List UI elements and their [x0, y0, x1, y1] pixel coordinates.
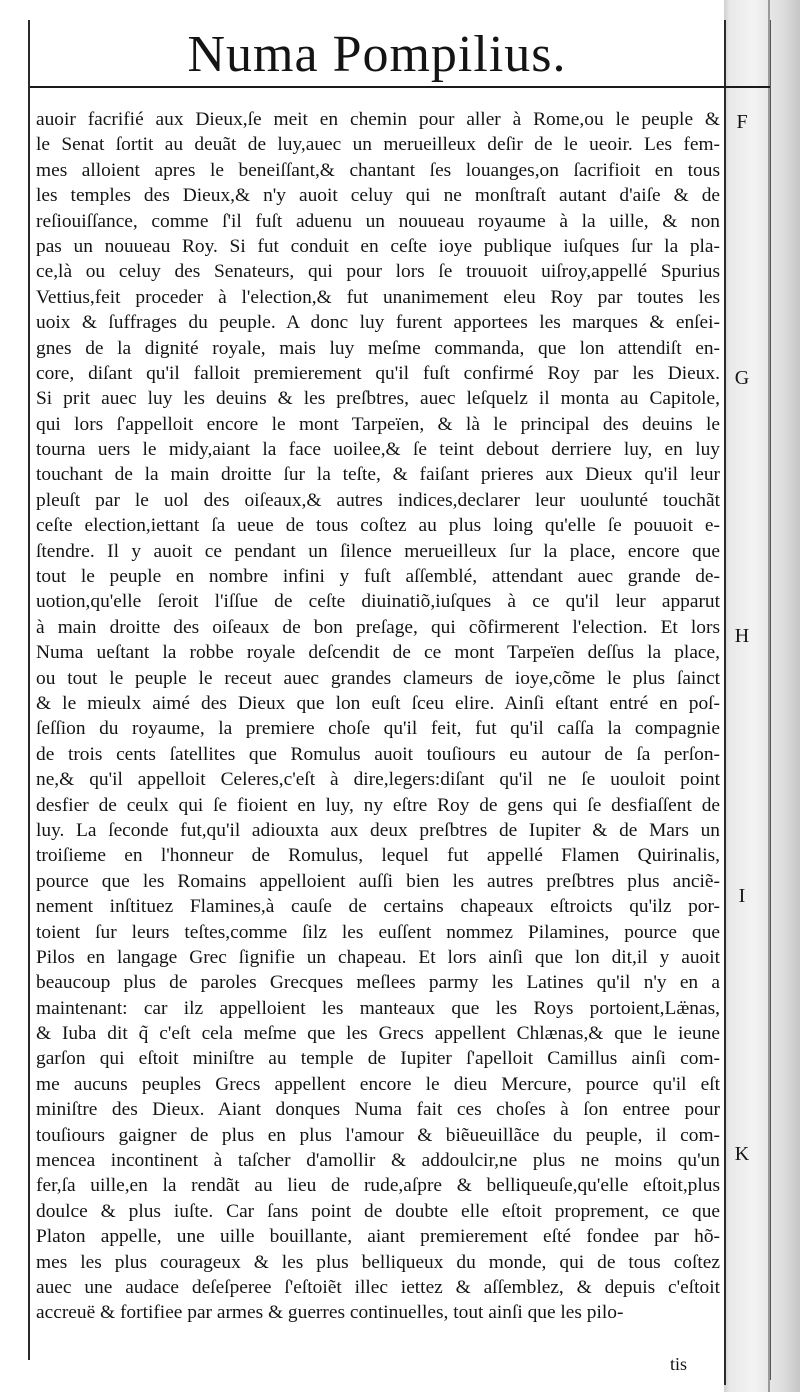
- text-line: troiſieme en l'honneur de Romulus, lequel fut appellé Flamen Quirinalis,: [36, 845, 720, 867]
- margin-marker-k: K: [734, 1143, 750, 1165]
- text-line: pleuſt par le uol des oiſeaux,& autres indices,declarer leur uoulunté touchãt: [36, 489, 720, 511]
- text-line: toient ſur leurs teſtes,comme ſilz les euſſent nommez Pilamines, pource que: [36, 921, 720, 943]
- margin-marker-g: G: [734, 367, 750, 389]
- header-rule: [30, 86, 770, 88]
- text-line: pource que les Romains appelloient auſſi bien les autres preſbtres plus anciẽ-: [36, 870, 720, 892]
- margin-rule: [770, 20, 771, 1380]
- text-line: pas un nouueau Roy. Si fut conduit en ceſte ioye publique iuſques ſur la pla-: [36, 235, 720, 257]
- text-line: nement inſtituez Flamines,à cauſe de certains chapeaux eſtroicts qu'ilz por-: [36, 896, 720, 918]
- text-line: doulce & plus iuſte. Car ſans point de doubte elle eſtoit proprement, ce que: [36, 1200, 720, 1222]
- left-border-rule: [28, 20, 30, 1360]
- catchword: tis: [670, 1354, 688, 1374]
- margin-marker-f: F: [736, 111, 748, 133]
- text-line: & le mieulx aimé des Dieux que lon euſt ſceu elire. Ainſi eſtant entré en poſ-: [36, 692, 720, 714]
- text-line: fer,ſa uille,en la rendãt au lieu de rude,aſpre & belliqueuſe,qu'elle eſtoit,plus: [36, 1175, 720, 1197]
- text-line: uoix & ſuffrages du peuple. A donc luy furent apportees les marques & enſei-: [36, 312, 720, 334]
- text-line: touſiours gaigner de plus en plus l'amour & biẽueuillãce du peuple, il com-: [36, 1124, 720, 1146]
- text-line: tout le peuple en nombre infini y fuſt aſſemblé, attendant auec grande de-: [36, 566, 720, 588]
- text-line: ſtendre. Il y auoit ce pendant un ſilence merueilleux ſur la place, encore que: [36, 540, 720, 562]
- text-line: uotion,qu'elle ſeroit l'iſſue de ceſte diuinatiõ,iuſques à ce qu'il leur apparut: [36, 591, 720, 613]
- text-line: & Iuba dit q̃ c'eſt cela meſme que les Grecs appellent Chlænas,& que le ieune: [36, 1023, 720, 1045]
- text-line: core, diſant qu'il falloit premierement qu'il fuſt confirmé Roy par les Dieux.: [36, 362, 720, 384]
- body-text: [36, 107, 720, 1326]
- text-line: qui lors ſ'appelloit encore le mont Tarpeïen, & là le principal des deuins le: [36, 413, 720, 435]
- text-line: desfier de ceulx qui ſe fioient en luy, ny eſtre Roy de gens qui ſe desfiaſſent de: [36, 794, 720, 816]
- text-line: beaucoup plus de paroles Grecques meſlees parmy les Latines qu'il n'y en a: [36, 972, 720, 994]
- text-line: le Senat ſortit au deuãt de luy,auec un merueilleux deſir de le ueoir. Les fem-: [36, 134, 720, 156]
- page-edge-shadow: [724, 0, 800, 1392]
- text-line: miniſtre des Dieux. Aiant donques Numa fait ces choſes à ſon entree pour: [36, 1099, 720, 1121]
- text-line: auoir facrifié aux Dieux,ſe meit en chemin pour aller à Rome,ou le peuple &: [36, 109, 720, 130]
- text-line: mencea incontinent à taſcher d'amollir & addoulcir,ne plus ne moins qu'un: [36, 1150, 720, 1172]
- right-border-rule: [724, 20, 726, 1385]
- text-line: de trois cents ſatellites que Romulus auoit touſiours eu autour de ſa perſon-: [36, 743, 720, 765]
- text-line: mes les plus courageux & les plus belliqueux du monde, qui de tous coſtez: [36, 1251, 720, 1273]
- text-line: accreuë & fortifiee par armes & guerres continuelles, tout ainſi que les pilo-: [36, 1302, 624, 1324]
- text-line: Vettius,feit proceder à l'election,& fut unanimement eleu Roy par toutes les: [36, 286, 720, 308]
- text-line: auec une audace deſeſperee ſ'eſtoiẽt illec iettez & aſſemblez, & depuis c'eſtoit: [36, 1276, 720, 1298]
- text-line: mes alloient apres le beneiſſant,& chantant ſes louanges,on ſacrifioit en tous: [36, 159, 720, 181]
- margin-marker-i: I: [738, 885, 746, 907]
- text-line: gnes de la dignité royale, mais luy meſme commanda, que lon attendiſt en-: [36, 337, 720, 359]
- text-line: à main droitte des oiſeaux de bon preſage, qui cõfirmerent l'election. Et lors: [36, 616, 720, 638]
- text-line: Platon appelle, une uille bouillante, aiant premierement eſté fondee par hõ-: [36, 1226, 720, 1248]
- page-title: Numa Pompilius.: [187, 26, 567, 83]
- text-line: maintenant: car ilz appelloient les manteaux que les Roys portoient,Læ̈nas,: [36, 997, 720, 1019]
- text-line: ceſte election,iettant ſa ueue de tous coſtez au plus loing qu'elle ſe pouuoit e-: [36, 515, 720, 537]
- text-line: Si prit auec luy les deuins & les preſbtres, auec leſquelz il monta au Capitole,: [36, 388, 720, 410]
- text-line: ſeſſion du royaume, la premiere choſe qu'il feit, fut qu'il caſſa la compagnie: [36, 718, 720, 740]
- text-line: tourna uers le midy,aiant la face uoilee,& ſe teint debout derriere luy, en luy: [36, 439, 720, 461]
- text-line: les temples des Dieux,& n'y auoit celuy qui ne monſtraſt autant d'aiſe & de: [36, 185, 720, 207]
- text-line: touchant de la main droitte ſur la teſte, & faiſant prieres aux Dieux qu'il leur: [36, 464, 720, 486]
- text-line: ou tout le peuple le receut auec grandes clameurs de ioye,cõme le plus ſainct: [36, 667, 720, 689]
- text-line: reſiouiſſance, comme ſ'il fuſt aduenu un nouueau royaume à la uille, & non: [36, 210, 720, 232]
- text-line: me aucuns peuples Grecs appellent encore le dieu Mercure, pource qu'il eſt: [36, 1073, 720, 1095]
- text-line: luy. La ſeconde fut,qu'il adiouxta aux deux preſbtres de Iupiter & de Mars un: [36, 819, 720, 841]
- text-line: Pilos en langage Grec ſignifie un chapeau. Et lors ainſi que lon dit,il y auoit: [36, 946, 720, 968]
- text-line: ce,là ou celuy des Senateurs, qui pour lors ſe trouuoit uiſroy,appellé Spurius: [36, 261, 720, 283]
- text-line: Numa ueſtant la robbe royale deſcendit de ce mont Tarpeïen deſſus la place,: [36, 642, 720, 664]
- text-line: garſon qui eſtoit miniſtre au temple de Iupiter ſ'apelloit Camillus ainſi com-: [36, 1048, 720, 1070]
- margin-marker-h: H: [734, 625, 750, 647]
- text-line: ne,& qu'il appelloit Celeres,c'eſt à dire,legers:diſant qu'il ne ſe uouloit point: [36, 769, 720, 791]
